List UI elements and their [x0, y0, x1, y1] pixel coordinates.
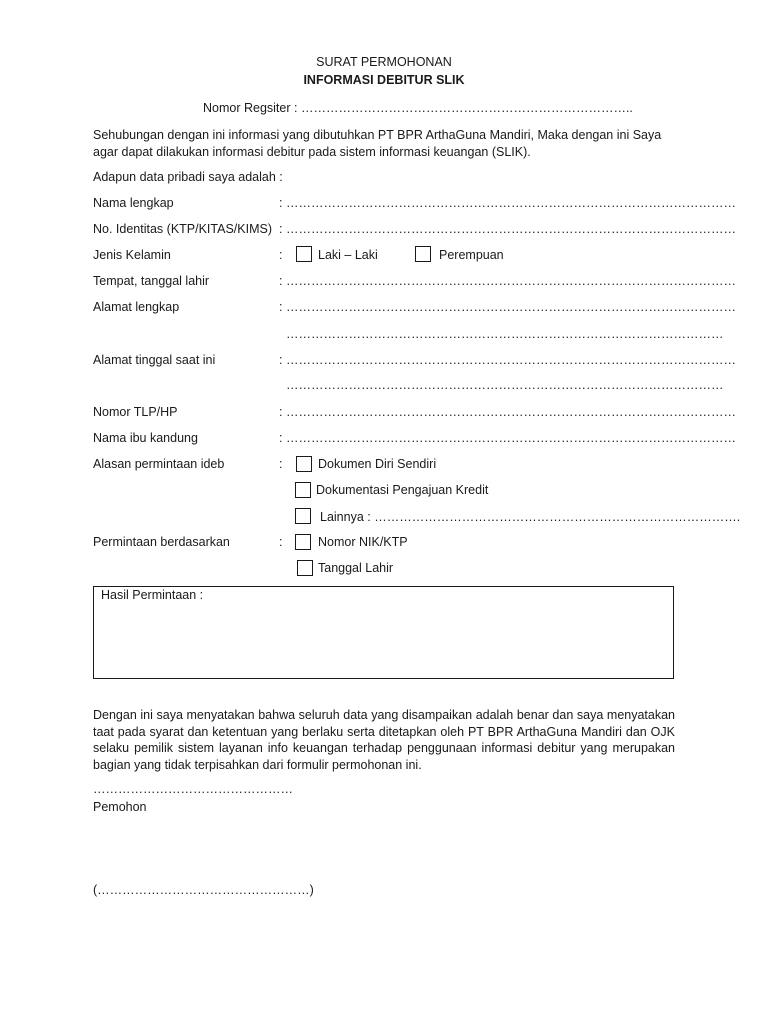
gender-female-checkbox[interactable] — [415, 246, 431, 262]
current-address-label: Alamat tinggal saat ini — [93, 353, 216, 367]
basis-birthdate-label: Tanggal Lahir — [318, 561, 394, 575]
reason-other-checkbox[interactable] — [295, 508, 311, 524]
personal-data-heading: Adapun data pribadi saya adalah : — [93, 170, 283, 184]
address-field-line2[interactable]: …………………………………………………………………………………………… — [286, 327, 724, 341]
reason-credit-application-checkbox[interactable] — [295, 482, 311, 498]
current-address-field-line2[interactable]: …………………………………………………………………………………………… — [286, 378, 724, 392]
declaration-paragraph: Dengan ini saya menyatakan bahwa seluruh data yang disampaikan adalah benar dan saya menyatakan taat pada syarat dan ketentuan yang berlaku serta ditetapkan oleh PT BPR ArthaGuna Mandiri dan OJK selaku pemilik sistem layanan info keuangan terhadap penggunaan informasi debitur yang merupakan bagian yang tidak terpisahkan dari formulir permohonan ini. — [93, 708, 675, 772]
birth-place-date-field[interactable]: : ……………………………………………………………………………………………… — [279, 274, 736, 288]
request-result-label: Hasil Permintaan : — [101, 588, 204, 602]
gender-colon: : — [279, 248, 283, 262]
basis-nik-checkbox[interactable] — [295, 534, 311, 550]
gender-label: Jenis Kelamin — [93, 248, 171, 262]
full-name-field[interactable]: : ……………………………………………………………………………………………… — [279, 196, 736, 210]
identity-number-field[interactable]: : ……………………………………………………………………………………………… — [279, 222, 736, 236]
applicant-label: Pemohon — [93, 800, 147, 814]
address-label: Alamat lengkap — [93, 300, 180, 314]
request-basis-colon: : — [279, 535, 283, 549]
basis-birthdate-checkbox[interactable] — [297, 560, 313, 576]
mother-name-label: Nama ibu kandung — [93, 431, 198, 445]
basis-nik-label: Nomor NIK/KTP — [318, 535, 408, 549]
gender-female-label: Perempuan — [439, 248, 504, 262]
gender-male-checkbox[interactable] — [296, 246, 312, 262]
reason-own-document-checkbox[interactable] — [296, 456, 312, 472]
request-reason-label: Alasan permintaan ideb — [93, 457, 225, 471]
address-field[interactable]: : ……………………………………………………………………………………………… — [279, 300, 736, 314]
full-name-label: Nama lengkap — [93, 196, 174, 210]
register-number-line[interactable]: Nomor Regsiter : …………………………………………………………………….. — [203, 101, 633, 115]
mother-name-field[interactable]: : ……………………………………………………………………………………………… — [279, 431, 736, 445]
identity-number-label: No. Identitas (KTP/KITAS/KIMS) — [93, 222, 272, 236]
request-basis-label: Permintaan berdasarkan — [93, 535, 230, 549]
signature-date-line[interactable]: ………………………………………… — [93, 782, 293, 796]
current-address-field[interactable]: : ……………………………………………………………………………………………… — [279, 353, 736, 367]
intro-paragraph: Sehubungan dengan ini informasi yang dibutuhkan PT BPR ArthaGuna Mandiri, Maka dengan ini Saya agar dapat dilakukan informasi debitur pada sistem informasi keuangan (SLIK). — [93, 128, 662, 159]
reason-other-label[interactable]: Lainnya : ……………………………………………………………………………. — [320, 510, 741, 524]
request-reason-colon: : — [279, 457, 283, 471]
phone-label: Nomor TLP/HP — [93, 405, 178, 419]
signature-line[interactable]: (……………………………………………) — [93, 883, 314, 897]
document-title: SURAT PERMOHONAN — [316, 55, 452, 69]
birth-place-date-label: Tempat, tanggal lahir — [93, 274, 210, 288]
phone-field[interactable]: : ……………………………………………………………………………………………… — [279, 405, 736, 419]
reason-own-document-label: Dokumen Diri Sendiri — [318, 457, 437, 471]
gender-male-label: Laki – Laki — [318, 248, 378, 262]
reason-credit-application-label: Dokumentasi Pengajuan Kredit — [316, 483, 489, 497]
document-subtitle: INFORMASI DEBITUR SLIK — [303, 73, 465, 87]
